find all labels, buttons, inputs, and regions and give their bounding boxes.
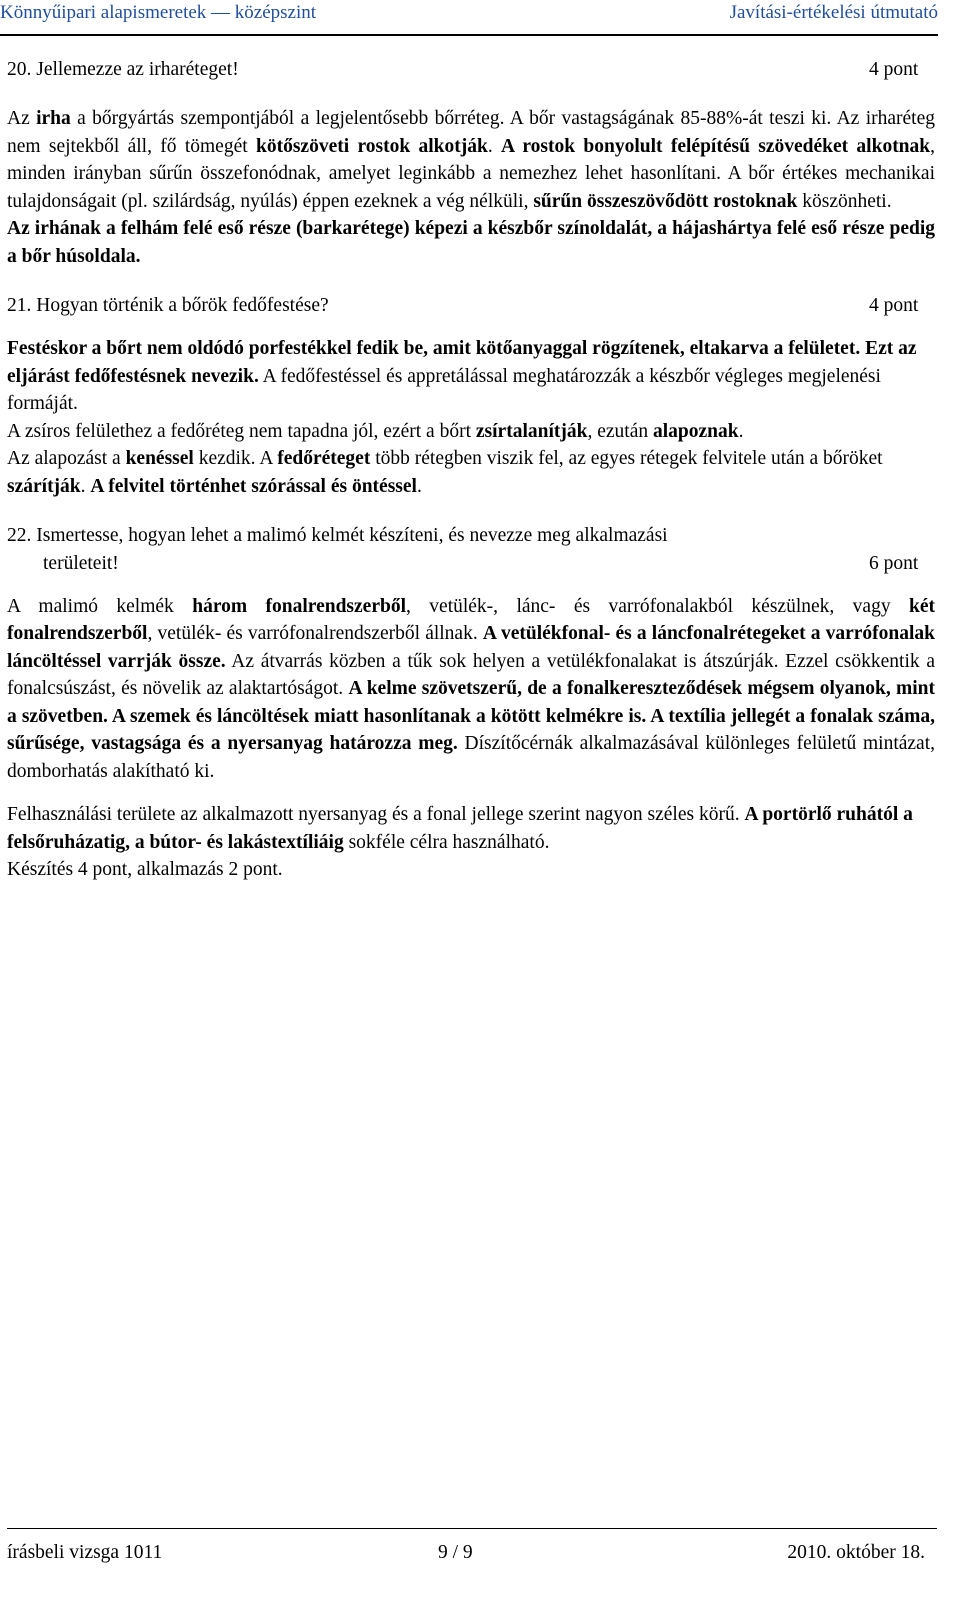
page-header bbox=[0, 2, 938, 36]
answer-21-paragraph-3: Az alapozást a kenéssel kezdik. A fedőréteget több rétegben viszik fel, az egyes rétegek felvitele után a bőröket szárítják. A felvitel történhet szórással és öntéssel. bbox=[7, 448, 883, 497]
question-22-line2 bbox=[7, 550, 935, 577]
answer-21-paragraph-2: A zsíros felülethez a fedőréteg nem tapadna jól, ezért a bőrt zsírtalanítják, ezután alapoznak. bbox=[7, 420, 744, 442]
question-20-line bbox=[7, 56, 935, 83]
question-20-text: 20. Jellemezze az irharéteget! bbox=[7, 59, 239, 80]
footer-date: 2010. október 18. bbox=[787, 1542, 925, 1563]
footer-page-number: 9 / 9 bbox=[438, 1542, 473, 1563]
footer-divider bbox=[7, 1528, 937, 1529]
header-subject: Könnyűipari alapismeretek — középszint bbox=[0, 2, 317, 23]
question-21-text: 21. Hogyan történik a bőrök fedőfestése? bbox=[7, 295, 329, 316]
answer-22-paragraph-2: Felhasználási területe az alkalmazott nyersanyag és a fonal jellege szerint nagyon széles körű. A portörlő ruhától a felsőruházatig, a bútor- és lakástextíliáig sokféle célra használható. bbox=[7, 804, 913, 853]
question-21-points: 4 pont bbox=[869, 295, 919, 316]
footer-exam-id: írásbeli vizsga 1011 bbox=[7, 1542, 163, 1563]
question-22-points: 6 pont bbox=[869, 552, 919, 574]
answer-20-bold-paragraph: Az irhának a felhám felé eső része (barkarétege) képezi a készbőr színoldalát, a hájashártya felé eső része pedig a bőr húsoldala. bbox=[7, 218, 935, 267]
page-content bbox=[7, 56, 935, 884]
page-footer bbox=[7, 1542, 925, 1564]
answer-22-paragraph-1: A malimó kelmék három fonalrendszerből, vetülék-, lánc- és varrófonalakból készülnek, vagy két fonalrendszerből, vetülék- és varrófonalrendszerből állnak. A vetülékfonal- és a láncfonalrétegeket a varrófonalak láncöltéssel varrják össze. Az átvarrás közben a tűk sok helyen a vetülékfonalakat is átszúrják. Ezzel csökkentik a fonalcsúszást, és növelik az alaktartóságot. A kelme szövetszerű, de a fonalkereszteződések mégsem olyanok, mint a szövetben. A szemek és láncöltések miatt hasonlítanak a kötött kelmékre is. A textília jellegét a fonalak száma, sűrűsége, vastagsága és a nyersanyag határozza meg. Díszítőcérnák alkalmazásával különleges felületű mintázat, domborhatás alakítható ki. bbox=[7, 595, 936, 782]
question-20-points: 4 pont bbox=[869, 59, 919, 80]
question-22-text-line2: területeit! bbox=[43, 552, 119, 574]
answer-21-paragraph-1: Festéskor a bőrt nem oldódó porfestékkel fedik be, amit kötőanyaggal rögzítenek, eltakarva a felületet. Ezt az eljárást fedőfestésnek nevezik. A fedőfestéssel és appretálással meghatározzák a készbőr végleges megjelenési formáját. bbox=[7, 338, 917, 414]
header-doc-type: Javítási-értékelési útmutató bbox=[729, 2, 938, 23]
question-21-line bbox=[7, 292, 935, 319]
answer-22-scoring: Készítés 4 pont, alkalmazás 2 pont. bbox=[7, 859, 283, 880]
question-22-block bbox=[7, 522, 935, 577]
question-22-text-line1: 22. Ismertesse, hogyan lehet a malimó kelmét készíteni, és nevezze meg alkalmazási bbox=[7, 525, 668, 546]
answer-20-paragraph: Az irha a bőrgyártás szempontjából a legjelentősebb bőrréteg. A bőr vastagságának 85-88%-át teszi ki. Az irharéteg nem sejtekből áll, fő tömegét kötőszöveti rostok alkotják. A rostok bonyolult felépítésű szövedéket alkotnak, minden irányban sűrűn összefonódnak, amelyet leginkább a nemezhez lehet hasonlítani. A bőr értékes mechanikai tulajdonságait (pl. szilárdság, nyúlás) éppen ezeknek a vég nélküli, sűrűn összeszövődött rostoknak köszönheti. bbox=[7, 108, 936, 212]
